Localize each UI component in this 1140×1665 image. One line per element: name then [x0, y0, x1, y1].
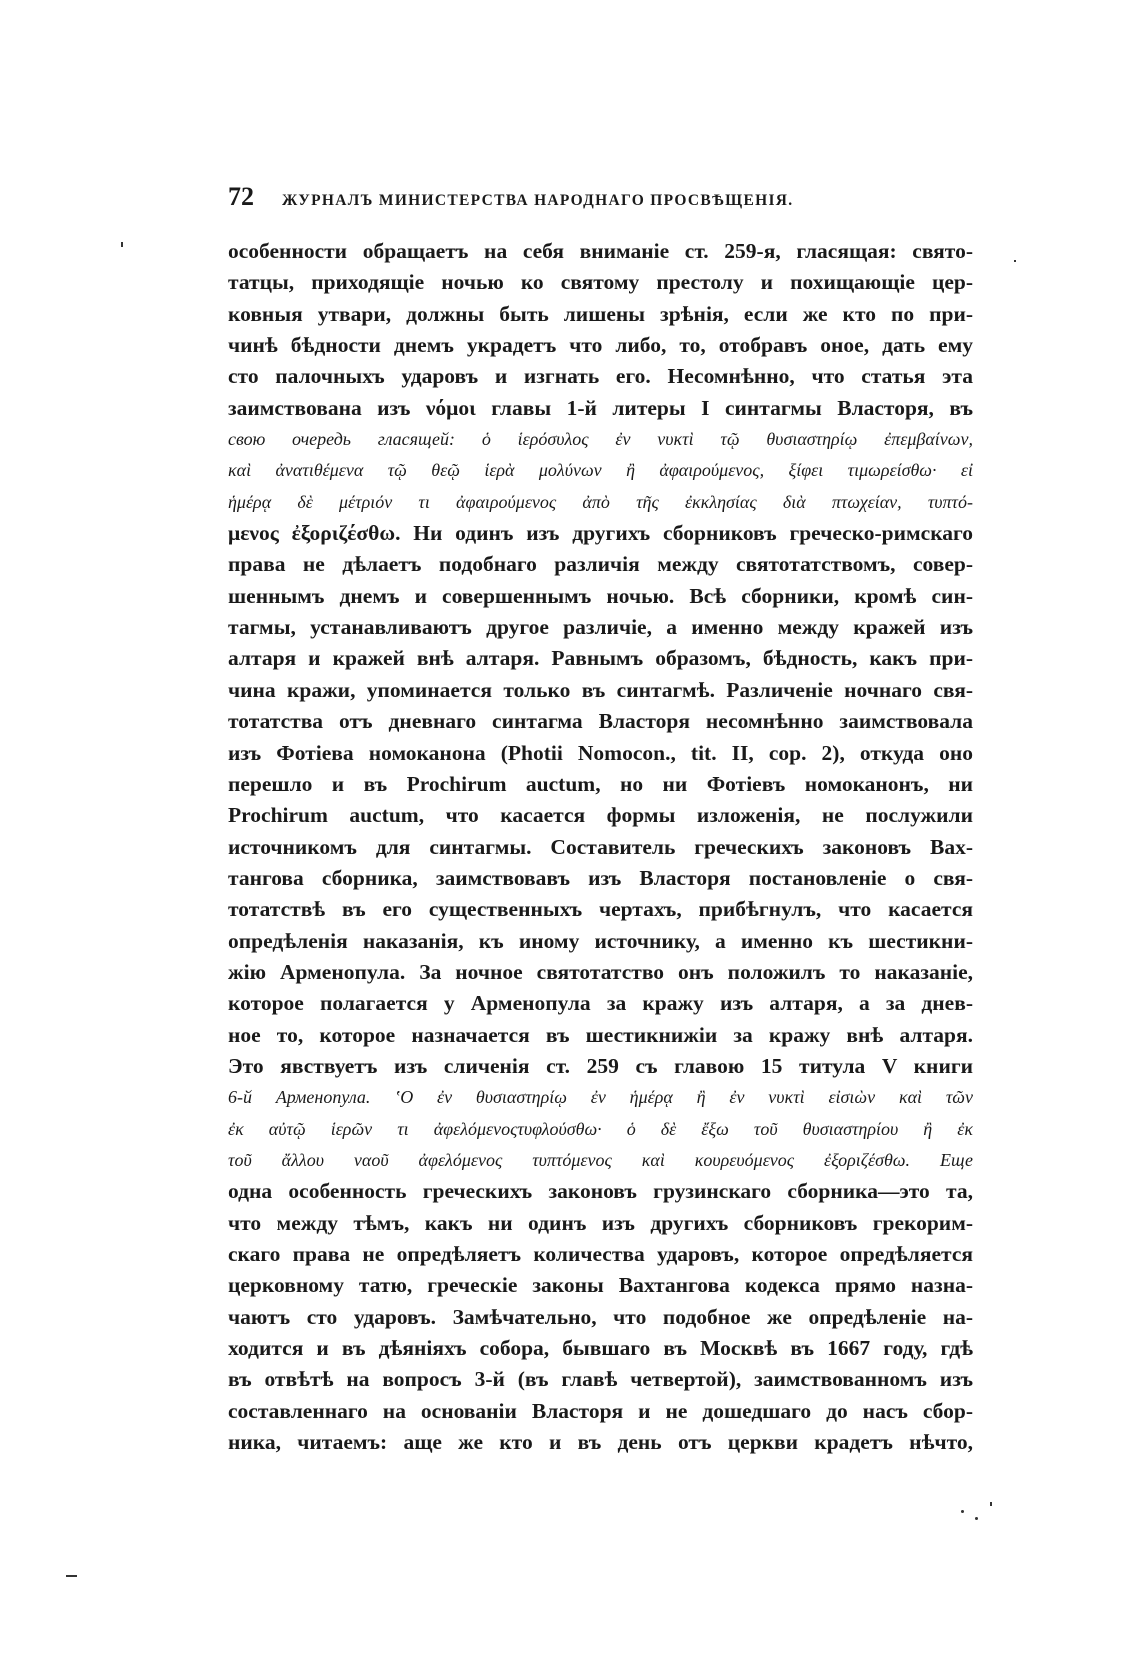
text-line: тагмы, устанавливаютъ другое различіе, а именно между кражей изъ [228, 615, 973, 640]
scan-speck [121, 242, 123, 247]
greek-text-line: ἡμέρᾳ δὲ μέτριόν τι ἀφαιρούμενος ἀπὸ τῆς ἐκκλησίας διὰ πτωχείαν, τυπτό- [228, 491, 973, 512]
scan-speck [961, 1510, 964, 1513]
running-head [228, 182, 973, 222]
text-line: ника, читаемъ: аще же кто и въ день отъ церкви крадетъ нѣчто, [228, 1430, 973, 1455]
text-line: церковному татю, греческіе законы Вахтангова кодекса прямо назна- [228, 1273, 973, 1298]
greek-text-line: τοῦ ἄλλου ναοῦ ἀφελόμενος τυπτόμενος καὶ κουρευόμενος ἐξοριζέσθω. Еще [228, 1149, 973, 1170]
text-line: тотатства отъ дневнаго синтагма Власторя несомнѣнно заимствовала [228, 709, 973, 734]
page-number: 72 [228, 182, 254, 211]
text-line: ходится и въ дѣяніяхъ собора, бывшаго въ Москвѣ въ 1667 году, гдѣ [228, 1336, 973, 1361]
journal-title: ЖУРНАЛЪ МИНИСТЕРСТВА НАРОДНАГО ПРОСВѢЩЕНІЯ. [282, 192, 794, 209]
text-line: что между тѣмъ, какъ ни одинъ изъ другихъ сборниковъ грекорим- [228, 1210, 973, 1235]
body-text [228, 236, 973, 1458]
text-line: ковныя утвари, должны быть лишены зрѣнія, если же кто по при- [228, 301, 973, 326]
text-line: въ отвѣтѣ на вопросъ 3-й (въ главѣ четвертой), заимствованномъ изъ [228, 1367, 973, 1392]
text-line: чина кражи, упоминается только въ синтагмѣ. Различеніе ночнаго свя- [228, 677, 973, 702]
greek-text-line: свою очередь гласящей: ὁ ἱερόσυλος ἐν νυκτὶ τῷ θυσιαστηρίῳ ἐπεμβαίνων, [228, 429, 973, 450]
text-line: татцы, приходящіе ночью ко святому престолу и похищающіе цер- [228, 270, 973, 295]
text-line: опредѣленія наказанія, къ иному источнику, а именно къ шестикни- [228, 928, 973, 953]
text-line: составленнаго на основаніи Власторя и не дошедшаго до насъ сбор- [228, 1398, 973, 1423]
scan-speck [66, 1575, 77, 1577]
text-line: особенности обращаетъ на себя вниманіе ст. 259-я, гласящая: свято- [228, 239, 973, 263]
text-line: сто палочныхъ ударовъ и изгнать его. Несомнѣнно, что статья эта [228, 364, 973, 389]
scan-speck [1014, 260, 1016, 262]
text-line: права не дѣлаетъ подобнаго различія между святотатствомъ, совер- [228, 552, 973, 577]
text-line: заимствована изъ νόμοι главы 1-й литеры I синтагмы Власторя, въ [228, 395, 973, 420]
text-line: чаютъ сто ударовъ. Замѣчательно, что подобное же опредѣленіе на- [228, 1304, 973, 1329]
scan-speck [990, 1502, 992, 1506]
text-line: алтаря и кражей внѣ алтаря. Равнымъ образомъ, бѣдность, какъ при- [228, 646, 973, 671]
text-line: которое полагается у Арменопула за кражу изъ алтаря, а за днев- [228, 991, 973, 1016]
text-line: одна особенность греческихъ законовъ грузинскаго сборника—это та, [228, 1179, 973, 1204]
greek-text-line: καὶ ἀνατιθέμενα τῷ θεῷ ἱερὰ μολύνων ἢ ἀφαιρούμενος, ξίφει τιμωρείσθω· εἰ [228, 460, 973, 481]
text-line: источникомъ для синтагмы. Составитель греческихъ законовъ Вах- [228, 834, 973, 859]
text-line: перешло и въ Prochirum auctum, но ни Фотіевъ номоканонъ, ни [228, 771, 973, 796]
text-line: скаго права не опредѣляетъ количества ударовъ, которое опредѣляется [228, 1242, 973, 1266]
text-line: жію Арменопула. За ночное святотатство онъ положилъ то наказаніе, [228, 959, 973, 984]
text-line: тотатствѣ въ его существенныхъ чертахъ, прибѣгнулъ, что касается [228, 897, 973, 922]
text-line: изъ Фотіева номоканона (Photii Nomocon., tit. II, cop. 2), откуда оно [228, 740, 973, 765]
text-line: μενος ἐξοριζέσθω. Ни одинъ изъ другихъ сборниковъ греческо-римскаго [228, 521, 973, 546]
text-line: Prochirum auctum, что касается формы изложенія, не послужили [228, 803, 973, 828]
text-line: Это явствуетъ изъ сличенія ст. 259 съ главою 15 титула V книги [228, 1053, 973, 1078]
text-line: шеннымъ днемъ и совершеннымъ ночью. Всѣ сборники, кромѣ син- [228, 583, 973, 608]
text-line: чинѣ бѣдности днемъ украдетъ что либо, то, отобравъ оное, дать ему [228, 333, 973, 358]
greek-text-line: ἐκ αὐτῷ ἱερῶν τι ἀφελόμενοςτυφλούσθω· ὁ δὲ ἔξω τοῦ θυσιαστηρίου ἢ ἐκ [228, 1118, 973, 1139]
text-line: ное то, которое назначается въ шестикнижіи за кражу внѣ алтаря. [228, 1022, 973, 1047]
text-line: тангова сборника, заимствовавъ изъ Власторя постановленіе о свя- [228, 865, 973, 890]
greek-text-line: 6-й Арменопула. ʽО ἐν θυσιαστηρίῳ ἐν ἡμέρᾳ ἢ ἐν νυκτὶ εἰσιὼν καὶ τῶν [228, 1087, 973, 1108]
scan-speck [975, 1517, 978, 1520]
